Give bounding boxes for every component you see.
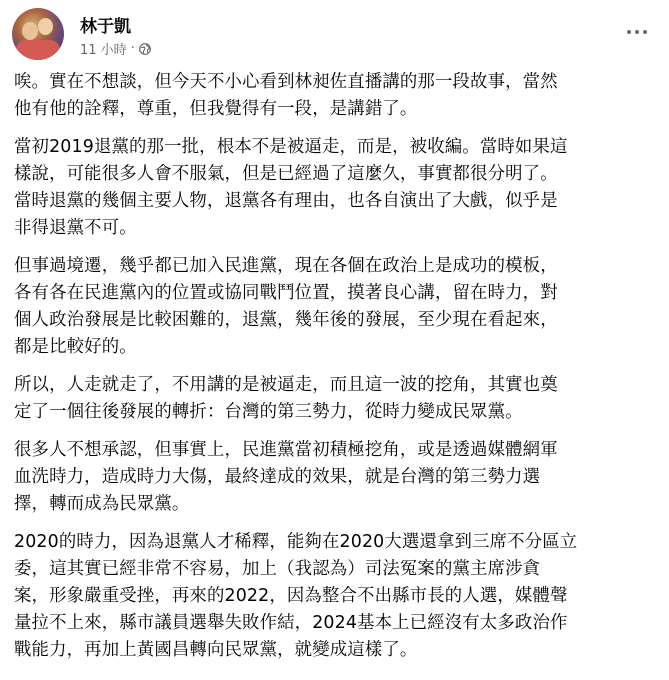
more-horizontal-icon — [627, 30, 631, 34]
paragraph: 2020的時力，因為退黨人才稀釋，能夠在2020大選還拿到三席不分區立 委，這其實已經非常不容易，加上（我認為）司法冤案的黨主席涉貪 案，形象嚴重受挫，再來的2022，因為整合不出縣市長的人選，媒體聲 量拉不上來，縣市議員選舉失敗作結，2024基本上已經沒有太多政治作 戰能力，再加上黃國昌轉向民眾黨，就變成這樣了。 — [14, 532, 578, 660]
post-header — [12, 8, 669, 64]
paragraph: 唉。實在不想談，但今天不小心看到林昶佐直播講的那一段故事，當然 他有他的詮釋，尊重，但我覺得有一段，是講錯了。 — [14, 72, 558, 119]
paragraph: 當初2019退黨的那一批，根本不是被逼走，而是，被收編。當時如果這 樣說，可能很多人會不服氣，但是已經過了這麼久，事實都很分明了。 當時退黨的幾個主要人物，退黨各有理由，也各自演出了大戲，似乎是 非得退黨不可。 — [14, 137, 568, 238]
globe-icon[interactable] — [139, 43, 151, 55]
paragraph: 但事過境遷，幾乎都已加入民進黨，現在各個在政治上是成功的模板， 各有各在民進黨內的位置或協同戰鬥位置，摸著良心講，留在時力，對 個人政治發展是比較困難的，退黨，幾年後的發展，至少現在看起來， 都是比較好的。 — [14, 256, 558, 357]
more-options-button[interactable] — [619, 14, 655, 50]
post-meta — [80, 39, 151, 58]
author-name[interactable]: 林于凱 — [80, 17, 131, 37]
meta-separator: · — [130, 41, 135, 56]
post-time[interactable]: 11 小時 — [80, 43, 127, 58]
paragraph: 很多人不想承認，但事實上，民進黨當初積極挖角，或是透過媒體網軍 血洗時力，造成時力大傷，最終達成的效果，就是台灣的第三勢力選 擇，轉而成為民眾黨。 — [14, 440, 558, 514]
post-content — [14, 69, 658, 675]
paragraph: 所以，人走就走了，不用講的是被逼走，而且這一波的挖角，其實也奠 定了一個往後發展的轉折：台灣的第三勢力，從時力變成民眾黨。 — [14, 375, 558, 422]
avatar[interactable] — [12, 8, 64, 60]
